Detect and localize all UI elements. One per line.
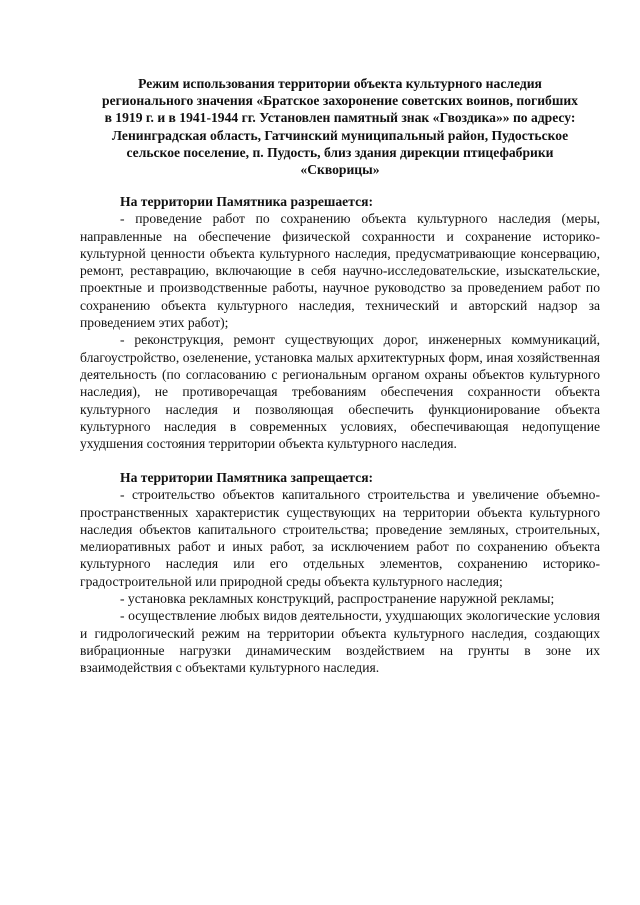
title-line: Режим использования территории объекта культурного наследия: [138, 76, 542, 91]
prohibited-item: - осуществление любых видов деятельности, ухудшающих экологические условия и гидрологический режим на территории объекта культурного наследия, создающих вибрационные нагрузки динамическим воздействием на грунты в зоне их взаимодействия с объектами культурного наследия.: [80, 608, 600, 676]
prohibited-heading: На территории Памятника запрещается:: [120, 470, 374, 485]
title-line: регионального значения «Братское захоронение советских воинов, погибших: [102, 93, 578, 109]
title-line: «Скворицы»: [300, 162, 380, 178]
title-line: Ленинградская область, Гатчинский муниципальный район, Пудостьское: [111, 127, 569, 143]
allowed-section: [80, 193, 600, 452]
allowed-heading: На территории Памятника разрешается:: [120, 194, 373, 209]
document-title: [80, 75, 600, 178]
prohibited-item: - установка рекламных конструкций, распространение наружной рекламы;: [120, 591, 555, 607]
allowed-item: - проведение работ по сохранению объекта культурного наследия (меры, направленные на обеспечение физической сохранности и сохранение историко-культурной ценности объекта культурного наследия, предусматривающие консервацию, ремонт, реставрацию, включающие в себя научно-исследовательские, изыскательские, проектные и производственные работы, научное руководство за проведением работ по сохранению объекта культурного наследия, технический и авторский надзор за проведением этих работ);: [80, 211, 600, 331]
title-line: сельское поселение, п. Пудость, близ здания дирекции птицефабрики: [126, 144, 554, 160]
allowed-item: - реконструкция, ремонт существующих дорог, инженерных коммуникаций, благоустройство, озеленение, установка малых архитектурных форм, иная хозяйственная деятельность (по согласованию с региональным органом охраны объектов культурного наследия), не противоречащая требованиям обеспечения сохранности объекта культурного наследия и позволяющая обеспечить функционирование объекта культурного наследия в современных условиях, обеспечивающая недопущение ухудшения состояния территории объекта культурного наследия.: [80, 332, 600, 452]
title-line: в 1919 г. и в 1941-1944 гг. Установлен памятный знак «Гвоздика»» по адресу:: [104, 110, 576, 126]
prohibited-item: - строительство объектов капитального строительства и увеличение объемно-пространственных характеристик существующих на территории объекта культурного наследия объектов капитального строительства; проведение земляных, строительных, мелиоративных работ и иных работ, за исключением работ по сохранению объекта культурного наследия или его отдельных элементов, сохранению историко-градостроительной или природной среды объекта культурного наследия;: [80, 487, 600, 589]
prohibited-section: [80, 469, 600, 677]
